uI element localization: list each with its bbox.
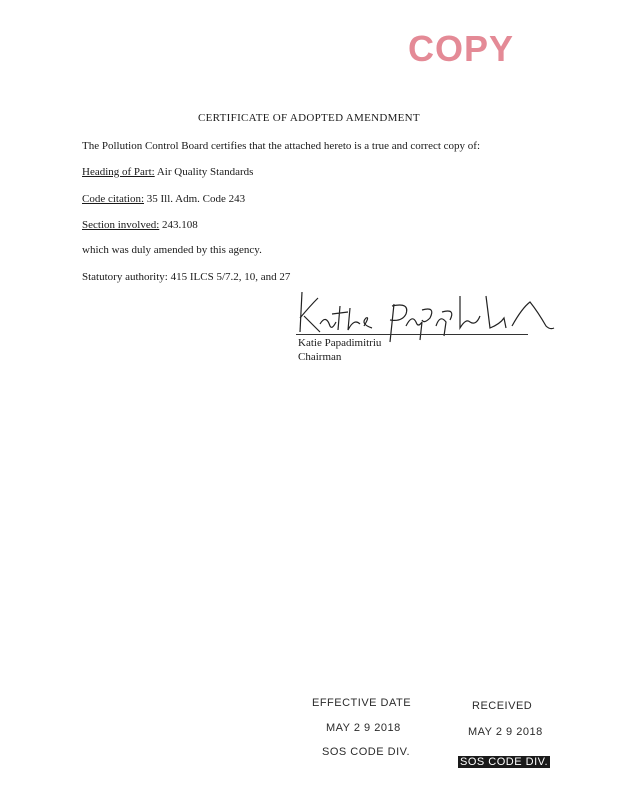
effective-date-division: SOS CODE DIV. — [322, 746, 411, 758]
received-date-value: MAY 2 9 2018 — [468, 726, 543, 738]
intro-text: The Pollution Control Board certifies that the attached hereto is a true and correct copy of: — [82, 140, 481, 152]
effective-date-label: EFFECTIVE DATE — [312, 697, 412, 709]
section-value: 243.108 — [162, 219, 198, 231]
section-label: Section involved: — [82, 219, 160, 231]
signer-role: Chairman — [298, 351, 342, 363]
amended-line: which was duly amended by this agency. — [82, 244, 262, 256]
received-label: RECEIVED — [472, 700, 533, 712]
code-citation-line — [82, 193, 245, 205]
copy-stamp: COPY — [408, 28, 515, 69]
section-line — [82, 219, 198, 231]
heading-value: Air Quality Standards — [156, 166, 254, 178]
authority-value: 415 ILCS 5/7.2, 10, and 27 — [170, 271, 291, 283]
handwritten-signature — [290, 288, 558, 344]
certificate-title: CERTIFICATE OF ADOPTED AMENDMENT — [198, 112, 420, 124]
code-label: Code citation: — [82, 193, 145, 205]
code-value: 35 Ill. Adm. Code 243 — [146, 193, 246, 205]
heading-label: Heading of Part: — [82, 166, 155, 178]
heading-line — [82, 166, 253, 178]
effective-date-value: MAY 2 9 2018 — [326, 722, 401, 734]
signature-line — [296, 334, 528, 335]
received-division: SOS CODE DIV. — [460, 756, 549, 768]
signer-name: Katie Papadimitriu — [298, 337, 382, 349]
authority-label: Statutory authority: — [82, 271, 168, 283]
authority-line — [82, 271, 290, 283]
